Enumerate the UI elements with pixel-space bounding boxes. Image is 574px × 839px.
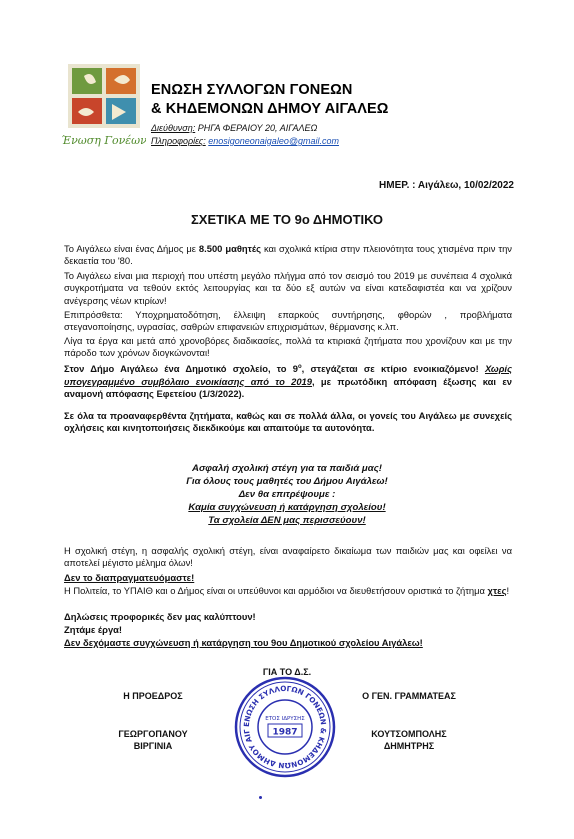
closing-line-4: Δηλώσεις προφορικές δεν μας καλύπτουν! [64,611,256,622]
svg-text:ΕΝΩΣΗ ΣΥΛΛΟΓΩΝ ΓΟΝΕΩΝ & ΚΗΔΕΜΟ [234,676,328,770]
body-paragraph-2: Το Αιγάλεω είναι μια περιοχή που υπέστη μεγάλο πλήγμα από τον σεισμό του 2019 με συνέπεια 4 σχολικά συγκροτήματα να τεθούν εκτός λειτουργίας και τα δύο εξ αυτών να είναι κατεδαφιστέα και να χρίζουν ανέγερσης νέων κτιρίων! [64,270,512,306]
body-paragraph-6: Σε όλα τα προαναφερθέντα ζητήματα, καθώς και σε πολλά άλλα, οι γονείς του Αιγάλεω με συνεχείς οχλήσεις και κινητοποιήσεις διεκδικούμε και απαιτούμε τα αυτονόητα. [64,410,512,434]
secretary-title: Ο ΓΕΝ. ΓΡΑΜΜΑΤΕΑΣ [362,691,456,701]
slogan-1: Ασφαλή σχολική στέγη για τα παιδιά μας! [192,463,382,474]
closing-line-2: Δεν το διαπραγματευόμαστε! [64,572,195,583]
stamp-inner-label: ΕΤΟΣ ΙΔΡΥΣΗΣ [265,716,305,722]
body-paragraph-4: Λίγα τα έργα και μετά από χρονοβόρες διαδικασίες, πολλά τα κτιριακά ζητήματα που χρονίζουν και με την πάροδο των χρόνων διογκώνονται! [64,335,512,359]
for-board-label: ΓΙΑ ΤΟ Δ.Σ. [262,667,312,677]
body-paragraph-5: Στον Δήμο Αιγάλεω ένα Δημοτικό σχολείο, το $9^o$, στεγάζεται σε κτίριο ενοικιαζόμενο! Χωρίς υπογεγραμμένο συμβόλαιο ενοικίασης από το 2019, με πρωτόδικη απόφαση έξωσης και εν αναμονή απόφασης Εφετείου (1/3/2022). [64,363,512,399]
info-label: Πληροφορίες: [151,136,206,146]
body-paragraph-3: Επιπρόσθετα: Υποχρηματοδότηση, έλλειψη επαρκούς συντήρησης, φθορών , προβλήματα στεγανοποίησης, υγρασίας, σαθρών επιφανειών επιχρισμάτων, θέρμανσης κ.λπ. [64,309,512,333]
logo-text: Ένωση Γονέων [62,134,146,147]
slogan-5: Τα σχολεία ΔΕΝ μας περισσεύουν! [208,515,366,526]
closing-line-6: Δεν δεχόμαστε συγχώνευση ή κατάργηση του 9ου Δημοτικού σχολείου Αιγάλεω! [64,637,423,648]
slogan-3: Δεν θα επιτρέψουμε : [238,489,336,500]
president-name: ΒΙΡΓΙΝΙΑ [133,741,173,751]
body-paragraph-1: Το Αιγάλεω είναι ένας Δήμος με 8.500 μαθητές και σχολικά κτίρια στην πλειονότητα τους χτισμένα πριν την δεκαετία του '80. [64,243,512,267]
info-line [151,136,339,146]
date-line: ΗΜΕΡ. : Αιγάλεω, 10/02/2022 [379,180,514,191]
document-title: ΣΧΕΤΙΚΑ ΜΕ ΤΟ 9ο ΔΗΜΟΤΙΚΟ [190,212,384,227]
secretary-surname: ΚΟΥΤΣΟΜΠΟΛΗΣ [371,729,447,739]
president-surname: ΓΕΩΡΓΟΠΑΝΟΥ [118,729,188,739]
closing-line-5: Ζητάμε έργα! [64,624,123,635]
address-value: ΡΗΓΑ ΦΕΡΑΙΟΥ 20, ΑΙΓΑΛΕΩ [195,123,318,133]
closing-paragraph-3: Η Πολιτεία, το ΥΠΑΙΘ και ο Δήμος είναι οι υπεύθυνοι και αρμόδιοι να διευθετήσουν οριστικά το ζήτημα χτες! [64,585,510,596]
slogan-2: Για όλους τους μαθητές του Δήμου Αιγάλεω! [186,476,388,487]
address-label: Διεύθυνση: [151,123,196,133]
official-stamp [234,676,336,778]
org-name-line1: ΕΝΩΣΗ ΣΥΛΛΟΓΩΝ ΓΟΝΕΩΝ [151,82,353,98]
secretary-name: ΔΗΜΗΤΡΗΣ [383,741,435,751]
stamp-year: 1987 [272,727,298,738]
address-line [151,123,317,133]
slogan-4: Καμία συγχώνευση ή κατάργηση σχολείου! [188,502,386,513]
stamp-ring-text: ΕΝΩΣΗ ΣΥΛΛΟΓΩΝ ΓΟΝΕΩΝ & ΚΗΔΕΜΟΝΩΝ ΔΗΜΟΥ ΑΙΓ [241,683,329,771]
ink-dot [259,796,262,799]
president-title: Η ΠΡΟΕΔΡΟΣ [123,691,183,701]
organization-logo [62,62,146,152]
closing-paragraph-1: Η σχολική στέγη, η ασφαλής σχολική στέγη, είναι αναφαίρετο δικαίωμα των παιδιών μας και οφείλει να αποτελεί μέγιστο μέλημα όλων! [64,545,512,569]
org-name-line2: & ΚΗΔΕΜΟΝΩΝ ΔΗΜΟΥ ΑΙΓΑΛΕΩ [151,101,389,117]
email-link[interactable]: enosigoneonaigaleo@gmail.com [208,136,339,146]
